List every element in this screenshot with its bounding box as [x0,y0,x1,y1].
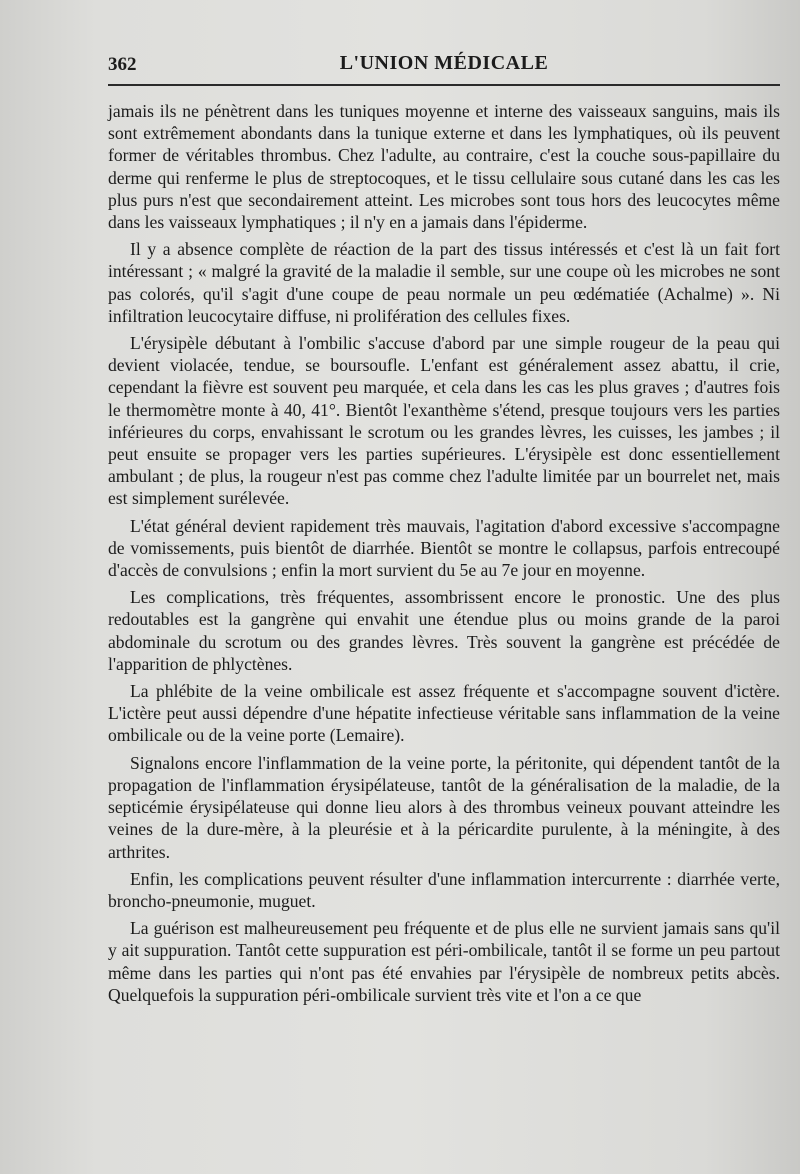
header-rule [108,84,780,86]
paragraph: Les complications, très fréquentes, assombrissent encore le pronostic. Une des plus redoutables est la gangrène qui envahit une étendue plus ou moins grande de la paroi abdominale du scrotum ou des grandes lèvres. Très souvent la gangrène est précédée de l'apparition de phlyctènes. [108,587,780,674]
running-title: L'UNION MÉDICALE [339,52,549,74]
paragraph: La phlébite de la veine ombilicale est assez fréquente et s'accompagne souvent d'ictère. L'ictère peut aussi dépendre d'une hépatite infectieuse véritable sans inflammation de la veine ombilicale ou de la veine porte (Lemaire). [108,681,780,746]
page-header [108,48,780,88]
paragraph: Signalons encore l'inflammation de la veine porte, la péritonite, qui dépendent tantôt de la propagation de l'inflammation érysipélateuse, tantôt de la généralisation de la maladie, de la septicémie érysipélateuse qui donne lieu alors à des thrombus veineux pouvant atteindre les veines de la dure-mère, à la pleurésie et à la péricardite purulente, à la méningite, à des arthrites. [108,752,780,862]
paragraph: La guérison est malheureusement peu fréquente et de plus elle ne survient jamais sans qu'il y ait suppuration. Tantôt cette suppuration est péri-ombilicale, tantôt il se forme un peu partout même dans les parties qui n'ont pas été envahies par l'érysipèle de nombreux petits abcès. Quelquefois la suppuration péri-ombilicale survient très vite et l'on a ce que [108,918,780,1005]
paragraph: Enfin, les complications peuvent résulter d'une inflammation intercurrente : diarrhée verte, broncho-pneumonie, muguet. [108,868,780,911]
paragraph: Il y a absence complète de réaction de la part des tissus intéressés et c'est là un fait fort intéressant ; « malgré la gravité de la maladie il semble, sur une coupe où les microbes ne sont pas colorés, qu'il s'agit d'une coupe de peau normale un peu œdématiée (Achalme) ». Ni infiltration leucocytaire diffuse, ni prolifération des cellules fixes. [108,239,780,326]
page-number: 362 [108,54,137,75]
paragraph: L'érysipèle débutant à l'ombilic s'accuse d'abord par une simple rougeur de la peau qui devient violacée, tendue, se boursoufle. L'enfant est généralement assez abattu, il crie, cependant la fièvre est souvent peu marquée, et cela dans les cas les plus graves ; d'autres fois le thermomètre monte à 40, 41°. Bientôt l'exanthème s'étend, presque toujours vers les parties inférieures du corps, envahissant le scrotum ou les grandes lèvres, les cuisses, les jambes ; il peut ensuite se propager vers les parties supérieures. L'érysipèle est donc essentiellement ambulant ; de plus, la rougeur n'est pas comme chez l'adulte limitée par un bourrelet net, mais est simplement surélevée. [108,333,780,509]
paragraph: L'état général devient rapidement très mauvais, l'agitation d'abord excessive s'accompagne de vomissements, puis bientôt de diarrhée. Bientôt se montre le collapsus, parfois entrecoupé d'accès de convulsions ; enfin la mort survient du 5e au 7e jour en moyenne. [108,515,780,581]
paragraph: jamais ils ne pénètrent dans les tuniques moyenne et interne des vaisseaux sanguins, mais ils sont extrêmement abondants dans la tunique externe et dans les lymphatiques, où ils peuvent former de véritables thrombus. Chez l'adulte, au contraire, c'est la couche sous-papillaire du derme qui renferme le plus de streptocoques, et le tissu cellulaire sous cutané dans les cas les plus purs n'est que secondairement atteint. Les microbes sont tous hors des leucocytes même dans les vaisseaux lymphatiques ; il n'y en a jamais dans l'épiderme. [108,101,780,233]
body-text [108,100,780,1011]
